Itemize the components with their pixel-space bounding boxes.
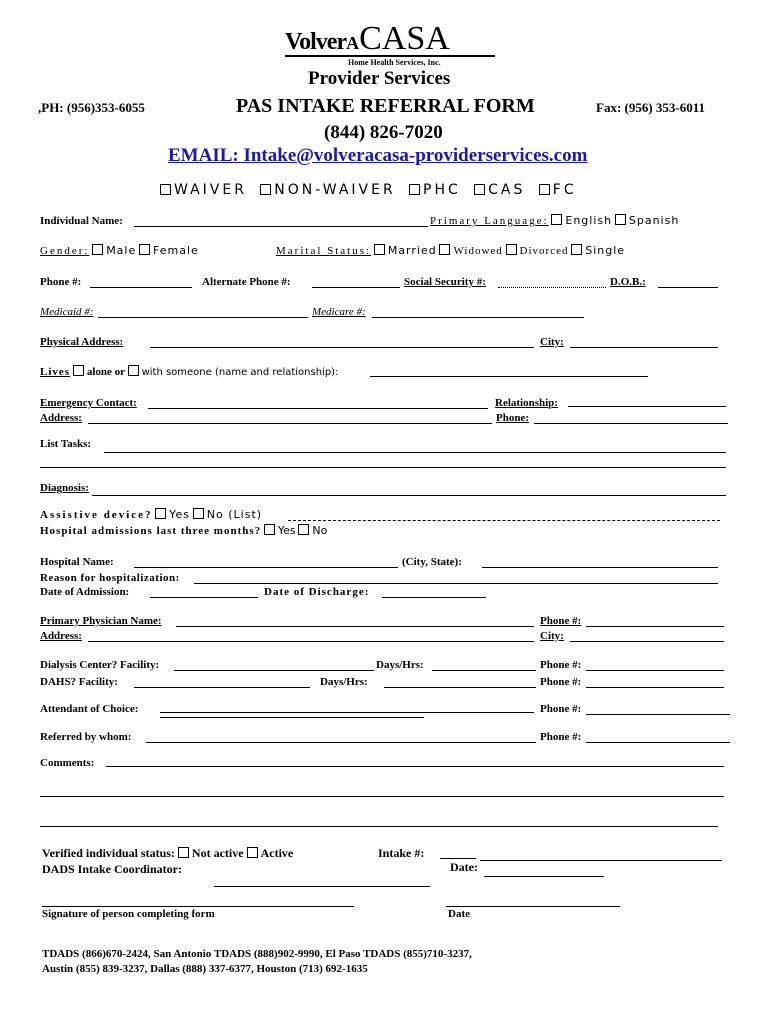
comments-field-2[interactable] [40, 796, 724, 797]
not-active-label: Not active [191, 846, 244, 860]
tdads-line-2: Austin (855) 839-3237, Dallas (888) 337-6377, Houston (713) 692-1635 [42, 963, 368, 975]
medicare-field[interactable] [372, 317, 584, 318]
physician-address-field[interactable] [88, 641, 534, 642]
medicaid-label: Medicaid #: [40, 306, 94, 318]
intake-field-2[interactable] [480, 860, 722, 861]
medicaid-field[interactable] [98, 317, 308, 318]
diagnosis-label: Diagnosis: [40, 482, 89, 494]
physician-phone-field[interactable] [586, 626, 724, 627]
dads-coordinator-label: DADS Intake Coordinator: [42, 862, 183, 876]
reason-hosp-field[interactable] [194, 583, 718, 584]
referred-phone-field[interactable] [586, 742, 730, 743]
program-checkboxes [160, 182, 577, 198]
logo-volver: Volver [285, 29, 347, 55]
primary-physician-field[interactable] [176, 626, 534, 627]
list-tasks-field[interactable] [104, 452, 726, 453]
attendant-field-2 [160, 717, 424, 718]
phone-left: ,PH: (956)353-6055 [38, 100, 145, 115]
female-checkbox[interactable] [139, 244, 150, 255]
hosp-admissions-row [40, 524, 327, 537]
married-label: Married [387, 244, 437, 257]
divorced-checkbox[interactable] [506, 244, 517, 255]
alt-phone-label: Alternate Phone #: [202, 276, 291, 288]
emergency-contact-label: Emergency Contact: [40, 397, 137, 409]
phone-label: Phone #: [40, 276, 82, 288]
gender-row [40, 244, 199, 257]
lives-row [40, 365, 338, 378]
phone2-label: Phone: [496, 412, 529, 424]
divorced-label: Divorced [519, 245, 569, 257]
hosp-admissions-label: Hospital admissions last three months? [40, 525, 262, 537]
phone-field[interactable] [90, 287, 192, 288]
reason-hosp-label: Reason for hospitalization: [40, 572, 180, 584]
referred-by-field[interactable] [146, 742, 536, 743]
alone-checkbox[interactable] [73, 365, 84, 376]
signature-date-field[interactable] [446, 906, 620, 907]
checkbox[interactable] [539, 184, 550, 195]
widowed-label: Widowed [453, 245, 503, 257]
city-label: City: [540, 336, 564, 348]
emergency-contact-field[interactable] [148, 408, 488, 409]
assistive-no-label: No (List) [206, 508, 263, 521]
dahs-label: DAHS? Facility: [40, 676, 118, 688]
checkbox[interactable] [409, 184, 420, 195]
dahs-field[interactable] [134, 687, 310, 688]
referred-by-label: Referred by whom: [40, 731, 132, 743]
tdads-line-1: TDADS (866)670-2424, San Antonio TDADS (888)902-9990, El Paso TDADS (855)710-3237, [42, 948, 472, 960]
assistive-field[interactable] [288, 520, 720, 521]
form-title: PAS INTAKE REFERRAL FORM [236, 95, 535, 117]
checkbox[interactable] [160, 184, 171, 195]
date-discharge-field[interactable] [382, 597, 486, 598]
referred-phone-label: Phone #: [540, 731, 582, 743]
spanish-checkbox[interactable] [615, 214, 626, 225]
assistive-device-label: Assistive device? [40, 509, 153, 521]
program-cas[interactable]: CAS [474, 182, 525, 198]
attendant-label: Attendant of Choice: [40, 703, 139, 715]
intake-field[interactable] [440, 858, 476, 859]
active-checkbox[interactable] [247, 847, 258, 858]
signature-field[interactable] [42, 906, 354, 907]
attendant-field[interactable] [160, 712, 534, 713]
checkbox[interactable] [474, 184, 485, 195]
dahs-phone-field[interactable] [586, 687, 724, 688]
intake-label: Intake #: [378, 846, 425, 860]
comments-field-3[interactable] [40, 826, 718, 827]
spanish-label: Spanish [628, 214, 680, 227]
logo-a: A [346, 33, 360, 53]
date-field[interactable] [484, 876, 604, 877]
english-label: English [565, 214, 613, 227]
dahs-days-label: Days/Hrs: [320, 676, 368, 688]
email-link[interactable]: EMAIL: Intake@volveracasa-providerservices.com [168, 145, 588, 166]
individual-name-label: Individual Name: [40, 215, 123, 227]
date-discharge-label: Date of Discharge: [264, 586, 370, 598]
diagnosis-field[interactable] [92, 495, 726, 496]
hospital-name-field[interactable] [134, 567, 398, 568]
verified-row [42, 846, 293, 861]
date-admission-label: Date of Admission: [40, 586, 130, 598]
married-checkbox[interactable] [374, 244, 385, 255]
single-label: Single [585, 244, 626, 257]
list-tasks-label: List Tasks: [40, 438, 92, 450]
primary-physician-label: Primary Physician Name: [40, 615, 162, 627]
physical-address-label: Physical Address: [40, 336, 124, 348]
alone-or-label: alone or [86, 366, 125, 378]
lives-with-field[interactable] [370, 376, 648, 377]
gender-label: Gender: [40, 245, 90, 257]
city-field[interactable] [570, 347, 718, 348]
program-waiver[interactable]: WAIVER [160, 182, 247, 198]
date-admission-field[interactable] [150, 597, 258, 598]
ssn-label: Social Security #: [404, 276, 486, 288]
with-someone-checkbox[interactable] [128, 365, 139, 376]
medicare-label: Medicare #: [312, 306, 366, 318]
fax-number: Fax: (956) 353-6011 [596, 100, 706, 115]
hosp-yes-label: Yes [277, 524, 296, 537]
dads-coordinator-field[interactable] [214, 886, 430, 887]
date-label: Date: [450, 860, 478, 874]
relationship-field[interactable] [568, 406, 726, 407]
dialysis-days-label: Days/Hrs: [376, 659, 424, 671]
logo-underline [285, 55, 495, 57]
phone2-field[interactable] [534, 423, 728, 424]
checkbox[interactable] [260, 184, 271, 195]
city-state-field[interactable] [482, 567, 718, 568]
provider-services: Provider Services [308, 68, 451, 89]
program-non-waiver[interactable]: NON-WAIVER [260, 182, 395, 198]
male-checkbox[interactable] [92, 244, 103, 255]
hosp-no-checkbox[interactable] [298, 524, 309, 535]
marital-row [276, 244, 625, 257]
alt-phone-field[interactable] [312, 287, 400, 288]
verified-label: Verified individual status: [42, 846, 175, 860]
attendant-phone-field[interactable] [586, 714, 730, 715]
hospital-name-label: Hospital Name: [40, 556, 114, 568]
dob-field[interactable] [658, 287, 718, 288]
signature-date-label: Date [448, 908, 470, 920]
female-label: Female [153, 244, 199, 257]
assistive-row [40, 508, 262, 521]
comments-field[interactable] [106, 766, 724, 767]
individual-name-field[interactable] [134, 226, 428, 227]
attendant-phone-label: Phone #: [540, 703, 582, 715]
signature-label: Signature of person completing form [42, 908, 215, 920]
male-label: Male [106, 244, 137, 257]
hosp-no-label: No [312, 524, 328, 537]
dialysis-phone-field[interactable] [586, 670, 724, 671]
dob-label: D.O.B.: [610, 276, 646, 288]
marital-status-label: Marital Status: [276, 245, 372, 257]
physical-address-field[interactable] [150, 347, 534, 348]
lives-label: Lives [40, 366, 71, 378]
assistive-yes-checkbox[interactable] [155, 508, 166, 519]
hosp-yes-checkbox[interactable] [264, 524, 275, 535]
physician-city-label: City: [540, 630, 564, 642]
single-checkbox[interactable] [571, 244, 582, 255]
logo-casa: CASA [359, 20, 450, 57]
program-phc[interactable]: PHC [409, 182, 461, 198]
dahs-days-field[interactable] [384, 687, 536, 688]
english-checkbox[interactable] [551, 214, 562, 225]
physician-phone-label: Phone #: [540, 615, 582, 627]
dahs-phone-label: Phone #: [540, 676, 582, 688]
dialysis-days-field[interactable] [432, 670, 536, 671]
primary-language-label: Primary Language: [430, 215, 549, 227]
address-field[interactable] [88, 423, 492, 424]
ssn-field[interactable] [498, 287, 606, 288]
physician-city-field[interactable] [570, 641, 724, 642]
logo-subtitle: Home Health Services, Inc. [348, 58, 441, 67]
primary-language [430, 214, 679, 227]
toll-free-number: (844) 826-7020 [324, 122, 443, 143]
active-label: Active [260, 846, 294, 860]
assistive-yes-label: Yes [169, 508, 191, 521]
comments-label: Comments: [40, 757, 95, 769]
dialysis-field[interactable] [174, 670, 374, 671]
relationship-label: Relationship: [495, 397, 558, 409]
not-active-checkbox[interactable] [178, 847, 189, 858]
with-someone-label: with someone (name and relationship): [141, 367, 339, 378]
assistive-no-checkbox[interactable] [193, 508, 204, 519]
address-label: Address: [40, 412, 82, 424]
physician-address-label: Address: [40, 630, 82, 642]
widowed-checkbox[interactable] [439, 244, 450, 255]
list-tasks-field-2[interactable] [40, 467, 726, 468]
program-fc[interactable]: FC [539, 182, 577, 198]
dialysis-label: Dialysis Center? Facility: [40, 659, 160, 671]
dialysis-phone-label: Phone #: [540, 659, 582, 671]
city-state-label: (City, State): [402, 556, 462, 568]
